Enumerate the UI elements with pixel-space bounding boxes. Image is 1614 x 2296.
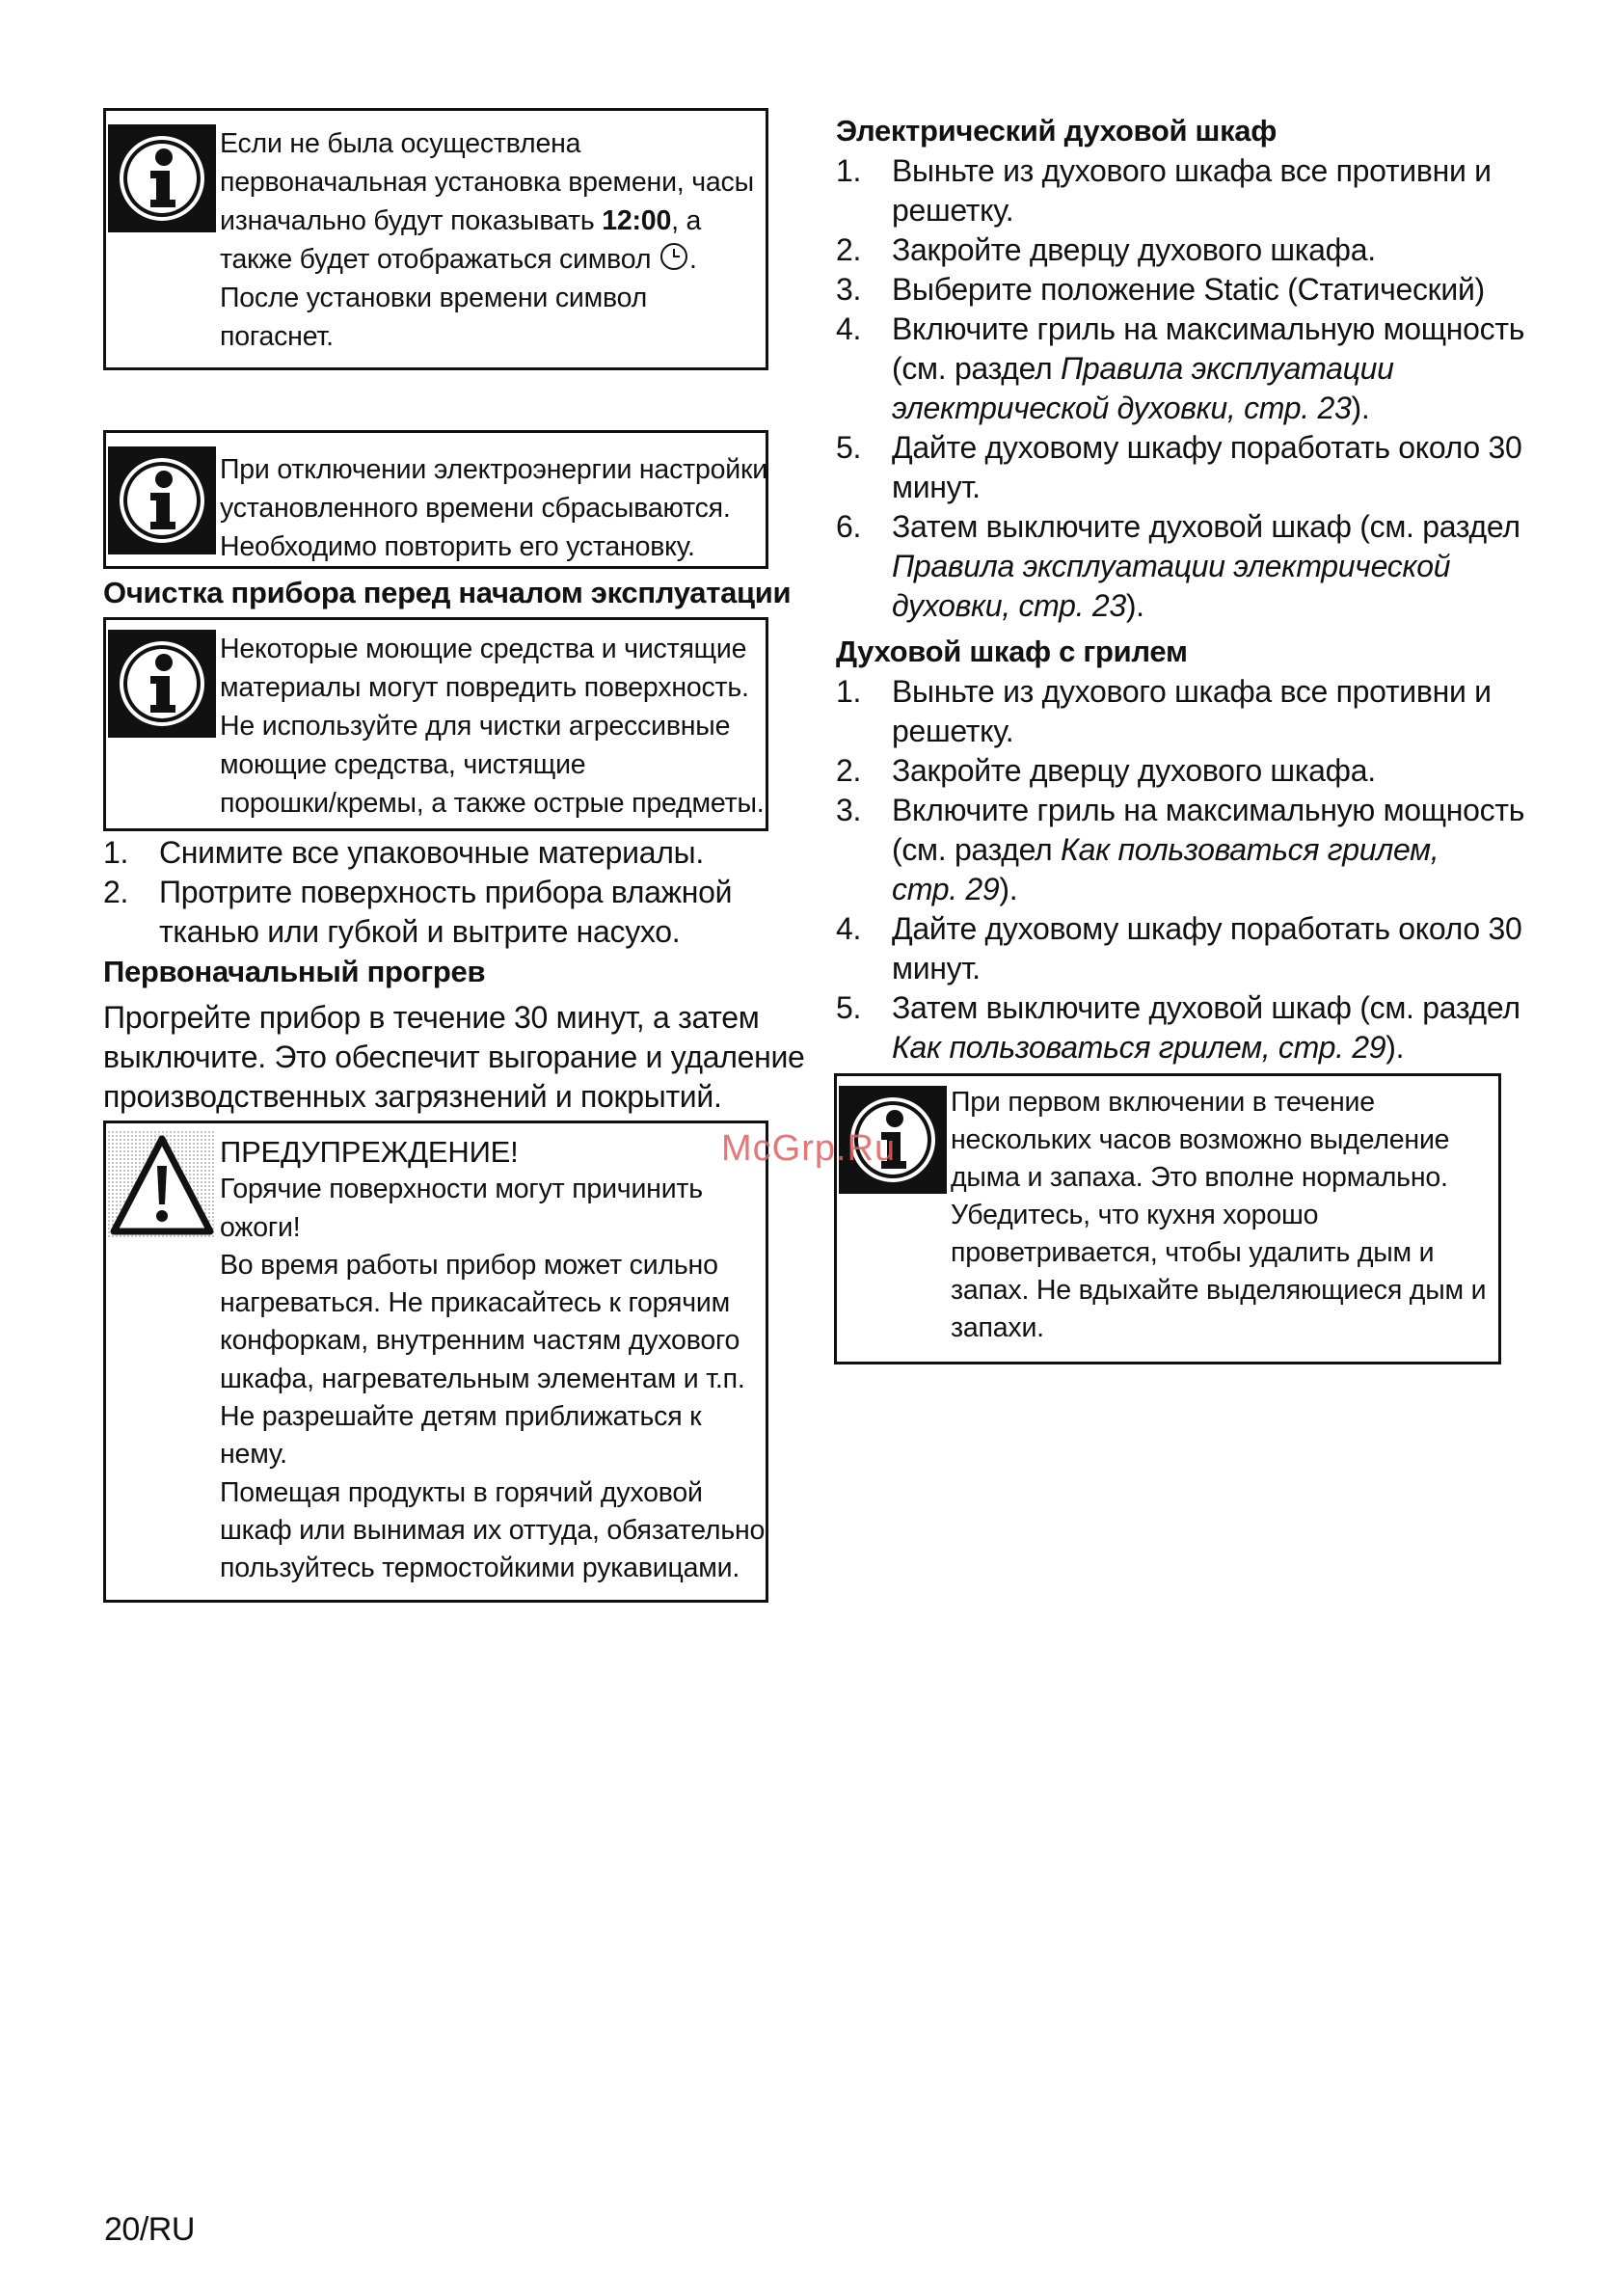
list-item: 6. Затем выключите духовой шкаф (см. раздел Правила эксплуатации электрической духовки, стр. 23). <box>836 509 1520 623</box>
list-item: 1. Выньте из духового шкафа все противни и решетку. <box>836 153 1492 228</box>
cleaning-steps <box>103 833 768 952</box>
text-line: ожоги! <box>220 1211 301 1243</box>
text-line: запах. Не вдыхайте выделяющиеся дым и <box>951 1275 1487 1306</box>
text-line: При первом включении в течение <box>951 1087 1375 1118</box>
list-item: 4. Дайте духовому шкафу поработать около 30 минут. <box>836 911 1522 986</box>
right-column <box>836 111 1525 1364</box>
info-box-cleaning-warning <box>103 617 768 831</box>
info-icon <box>108 124 216 232</box>
list-item: 2. Закройте дверцу духового шкафа. <box>836 753 1376 788</box>
text-line: Некоторые моющие средства и чистящие <box>220 634 747 664</box>
text-line: конфоркам, внутренним частям духового <box>220 1325 740 1357</box>
section-heading-grill-oven: Духовой шкаф с грилем <box>836 635 1188 668</box>
text-line: порошки/кремы, а также острые предметы. <box>220 788 765 819</box>
default-time: 12:00 <box>602 205 672 236</box>
text-line: При отключении электроэнергии настройки <box>220 454 767 485</box>
text-line: моющие средства, чистящие <box>220 749 586 780</box>
text-line: дыма и запаха. Это вполне нормально. <box>951 1162 1448 1193</box>
list-item: 5. Дайте духовому шкафу поработать около 30 минут. <box>836 430 1522 504</box>
list-item: 1. Выньте из духового шкафа все противни и решетку. <box>836 674 1492 748</box>
text-line: нагреваться. Не прикасайтесь к горячим <box>220 1287 731 1319</box>
watermark: McGrp.Ru <box>721 1128 897 1169</box>
info-box-first-use-smoke <box>834 1073 1501 1364</box>
text-line: установленного времени сбрасываются. <box>220 493 731 524</box>
text-line: шкафа, нагревательным элементам и т.п. <box>220 1363 745 1394</box>
grill-oven-steps <box>836 672 1525 1067</box>
electric-oven-steps <box>836 151 1525 626</box>
text-line: материалы могут повредить поверхность. <box>220 672 749 703</box>
section-heading-electric-oven: Электрический духовой шкаф <box>836 114 1278 148</box>
info-box-time-setup <box>103 108 768 370</box>
info-box-power-loss <box>103 430 768 569</box>
text-line: также будет отображаться символ . <box>220 240 762 279</box>
list-item: 2. Протрите поверхность прибора влажной тканью или губкой и вытрите насухо. <box>103 875 733 949</box>
text-line: Убедитесь, что кухня хорошо <box>951 1200 1319 1230</box>
list-item: 1. Снимите все упаковочные материалы. <box>103 835 704 870</box>
text-line: проветривается, чтобы удалить дым и <box>951 1237 1435 1268</box>
warning-triangle-icon <box>108 1131 216 1239</box>
text-line: запахи. <box>951 1312 1044 1343</box>
page-number: 20/RU <box>104 2211 195 2248</box>
warning-title: ПРЕДУПРЕЖДЕНИЕ! <box>220 1135 519 1169</box>
text-line: Необходимо повторить его установку. <box>220 531 695 562</box>
text-line: Помещая продукты в горячий духовой <box>220 1476 703 1508</box>
info-icon <box>108 446 216 554</box>
text-line: Во время работы прибор может сильно <box>220 1249 718 1281</box>
info-icon <box>108 630 216 738</box>
list-item: 5. Затем выключите духовой шкаф (см. раздел Как пользоваться грилем, стр. 29). <box>836 990 1520 1065</box>
section-heading-preheat: Первоначальный прогрев <box>103 955 486 988</box>
text-line: нескольких часов возможно выделение <box>951 1124 1450 1155</box>
text-line: погаснет. <box>220 321 334 352</box>
clock-icon <box>659 241 689 272</box>
preheat-paragraph: Прогрейте прибор в течение 30 минут, а затем выключите. Это обеспечит выгорание и удаление производственных загрязнений и покрытий. <box>103 1000 805 1114</box>
text-line: Если не была осуществлена <box>220 128 581 159</box>
text-line: первоначальная установка времени, часы <box>220 167 754 198</box>
text-line: Не разрешайте детям приближаться к <box>220 1401 702 1433</box>
warning-box-hot-surfaces <box>103 1121 768 1603</box>
text-line: Не используйте для чистки агрессивные <box>220 711 731 742</box>
text-line: пользуйтесь термостойкими рукавицами. <box>220 1553 740 1584</box>
list-item: 4. Включите гриль на максимальную мощность (см. раздел Правила эксплуатации электрической духовки, стр. 23). <box>836 311 1525 425</box>
section-heading-cleaning: Очистка прибора перед началом эксплуатации <box>103 576 792 609</box>
list-item: 2. Закройте дверцу духового шкафа. <box>836 232 1376 267</box>
list-item: 3. Выберите положение Static (Статический) <box>836 272 1485 307</box>
text-line: Горячие поверхности могут причинить <box>220 1174 703 1205</box>
list-item: 3. Включите гриль на максимальную мощность (см. раздел Как пользоваться грилем, стр. 29). <box>836 793 1525 906</box>
text-line: шкаф или вынимая их оттуда, обязательно <box>220 1514 766 1546</box>
left-column <box>103 108 805 1603</box>
text-line: изначально будут показывать 12:00, а <box>220 205 702 236</box>
text-line: После установки времени символ <box>220 283 648 313</box>
text-line: нему. <box>220 1439 287 1471</box>
